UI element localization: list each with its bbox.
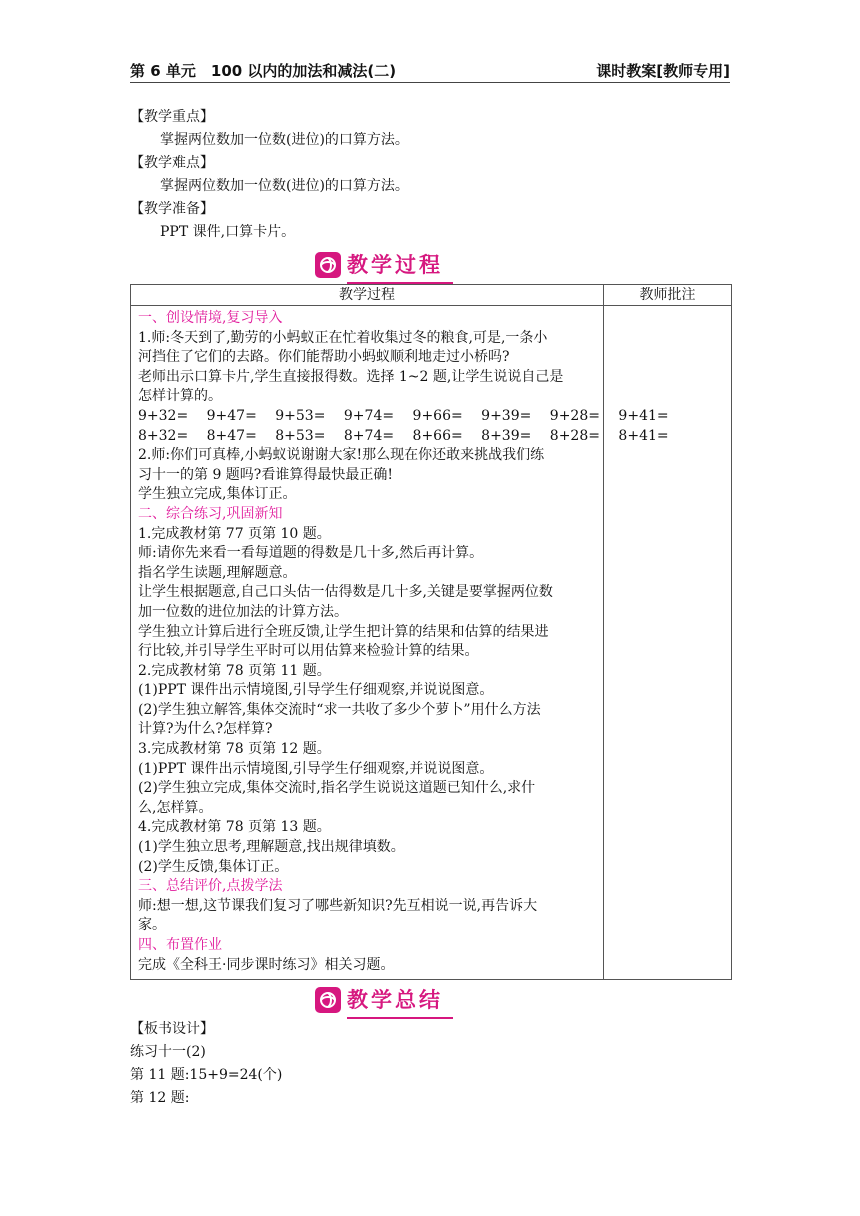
- process-text-line: 家。: [138, 917, 166, 934]
- process-text-line: 么,怎样算。: [138, 799, 213, 816]
- section-heading: 【教学难点】: [130, 155, 214, 171]
- process-text-line: (1)学生独立思考,理解题意,找出规律填数。: [138, 839, 405, 856]
- process-text-line: 让学生根据题意,自己口头估一估得数是几十多,关键是要掌握两位数: [138, 584, 553, 601]
- board-design-line: 第 11 题:15+9=24(个): [130, 1067, 283, 1083]
- intro-section: [130, 106, 730, 244]
- process-text-line: 老师出示口算卡片,学生直接报得数。选择 1~2 题,让学生说说自己是: [138, 368, 564, 385]
- column-header-teacher-notes: 教师批注: [604, 285, 732, 306]
- process-text-line: 行比较,并引导学生平时可以用估算来检验计算的结果。: [138, 643, 479, 660]
- process-text-line: 1.师:冬天到了,勤劳的小蚂蚁正在忙着收集过冬的粮食,可是,一条小: [138, 329, 548, 346]
- process-text-line: 师:想一想,这节课我们复习了哪些新知识?先互相说一说,再告诉大: [138, 897, 538, 914]
- header-divider: [130, 82, 730, 83]
- banner-title: 教学总结: [347, 984, 443, 1016]
- process-text-line: 加一位数的进位加法的计算方法。: [138, 603, 348, 620]
- process-content-cell: [131, 306, 669, 980]
- process-text-line: 3.完成教材第 78 页第 12 题。: [138, 741, 331, 758]
- process-step-heading: 三、总结评价,点拨学法: [138, 878, 283, 895]
- process-text-line: (1)PPT 课件出示情境图,引导学生仔细观察,并说说图意。: [138, 760, 494, 777]
- process-text-line: 4.完成教材第 78 页第 13 题。: [138, 819, 331, 836]
- process-text-line: (1)PPT 课件出示情境图,引导学生仔细观察,并说说图意。: [138, 682, 494, 699]
- section-content: 掌握两位数加一位数(进位)的口算方法。: [160, 178, 409, 194]
- process-text-line: (2)学生反馈,集体订正。: [138, 858, 289, 875]
- process-text-line: (2)学生独立解答,集体交流时“求一共收了多少个萝卜”用什么方法: [138, 701, 541, 718]
- teaching-process-table: [130, 284, 732, 980]
- process-text-line: (2)学生独立完成,集体交流时,指名学生说说这道题已知什么,求什: [138, 780, 536, 797]
- process-text-line: 计算?为什么?怎样算?: [138, 721, 273, 738]
- column-header-process: 教学过程: [131, 285, 604, 306]
- process-text-line: 完成《全科王·同步课时练习》相关习题。: [138, 956, 395, 973]
- section-heading: 【教学重点】: [130, 109, 214, 125]
- board-design-heading: 【板书设计】: [130, 1021, 214, 1037]
- section-content: 掌握两位数加一位数(进位)的口算方法。: [160, 132, 409, 148]
- header-unit-title: 第 6 单元 100 以内的加法和减法(二): [130, 62, 397, 80]
- board-design-line: 练习十一(2): [130, 1044, 206, 1060]
- swirl-logo-icon: [315, 987, 341, 1013]
- board-design-line: 第 12 题:: [130, 1090, 190, 1106]
- banner-teaching-summary: [315, 986, 443, 1014]
- summary-section: [130, 1018, 730, 1110]
- process-text-line: 2.完成教材第 78 页第 11 题。: [138, 662, 331, 679]
- process-text-line: 学生独立计算后进行全班反馈,让学生把计算的结果和估算的结果进: [138, 623, 549, 640]
- process-text-line: 怎样计算的。: [138, 388, 222, 405]
- process-step-heading: 二、综合练习,巩固新知: [138, 505, 283, 522]
- process-text-line: 指名学生读题,理解题意。: [138, 564, 297, 581]
- process-text-line: 习十一的第 9 题吗?看谁算得最快最正确!: [138, 466, 393, 483]
- process-text-line: 2.师:你们可真棒,小蚂蚁说谢谢大家!那么现在你还敢来挑战我们练: [138, 447, 545, 464]
- process-text-line: 1.完成教材第 77 页第 10 题。: [138, 525, 331, 542]
- process-text-line: 9+32= 9+47= 9+53= 9+74= 9+66= 9+39= 9+28= 9+41=: [138, 407, 669, 424]
- teacher-notes-cell: [604, 306, 732, 980]
- process-text-line: 8+32= 8+47= 8+53= 8+74= 8+66= 8+39= 8+28= 8+41=: [138, 427, 669, 444]
- process-step-heading: 四、布置作业: [138, 937, 222, 953]
- process-text-line: 河挡住了它们的去路。你们能帮助小蚂蚁顺利地走过小桥吗?: [138, 349, 510, 366]
- swirl-logo-icon: [315, 252, 341, 278]
- process-text-line: 师:请你先来看一看每道题的得数是几十多,然后再计算。: [138, 545, 484, 562]
- banner-title: 教学过程: [347, 249, 443, 281]
- section-content: PPT 课件,口算卡片。: [160, 224, 296, 240]
- banner-teaching-process: [315, 251, 443, 279]
- process-step-heading: 一、创设情境,复习导入: [138, 310, 283, 326]
- process-text-line: 学生独立完成,集体订正。: [138, 486, 297, 503]
- section-heading: 【教学准备】: [130, 201, 214, 217]
- header-doc-type: 课时教案[教师专用]: [596, 62, 730, 80]
